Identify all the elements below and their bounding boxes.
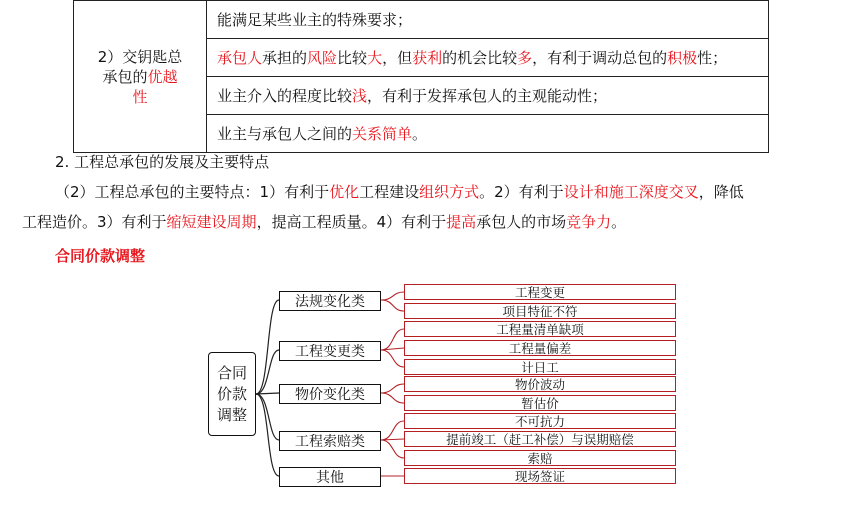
- highlight-text: 提高: [446, 213, 477, 231]
- category-other: 其他: [279, 467, 381, 487]
- text-run: ，有利于发挥承包人的主观能动性；: [367, 86, 608, 105]
- leaf-claim: 索赔: [404, 450, 676, 466]
- text-run: 性；: [697, 48, 728, 67]
- text-run: ，降低: [698, 183, 744, 201]
- diagram-root: [208, 352, 256, 436]
- text-run: （2）工程总承包的主要特点：1）有利于: [55, 183, 330, 201]
- leaf-bill-omission: 工程量清单缺项: [404, 321, 676, 337]
- leaf-price-fluctuation: 物价波动: [404, 376, 676, 392]
- leaf-engineering-change: 工程变更: [404, 284, 676, 300]
- leaf-provisional-price: 暂估价: [404, 395, 676, 411]
- highlight-text: 关系简单: [352, 124, 413, 143]
- highlight-text: 浅: [352, 86, 368, 105]
- category-price: 物价变化类: [279, 384, 381, 404]
- left-label-line1: 2）交钥匙总: [97, 47, 183, 66]
- root-line-3: 调整: [216, 406, 247, 424]
- text-run: 比较: [337, 48, 368, 67]
- highlight-text: 缩短建设周期: [166, 213, 257, 231]
- left-label-line3: 性: [132, 87, 148, 106]
- leaf-quantity-deviation: 工程量偏差: [404, 340, 676, 356]
- leaf-site-visa: 现场签证: [404, 468, 676, 484]
- text-run: 承担的: [262, 48, 308, 67]
- text-run: 工程造价。3）有利于: [22, 213, 167, 231]
- left-label-line2: 承包的: [102, 67, 148, 86]
- highlight-text: 风险: [307, 48, 338, 67]
- highlight-text: 多: [517, 48, 533, 67]
- highlight-text: 承包人: [217, 48, 263, 67]
- highlight-text: 获利: [412, 48, 443, 67]
- left-label-highlight: 优越: [147, 67, 178, 86]
- leaf-feature-mismatch: 项目特征不符: [404, 303, 676, 319]
- text-run: 业主介入的程度比较: [217, 86, 353, 105]
- text-run: 业主与承包人之间的: [217, 124, 353, 143]
- leaf-early-completion: 提前竣工（赶工补偿）与误期赔偿: [404, 431, 676, 447]
- category-change: 工程变更类: [279, 341, 381, 361]
- highlight-text: 竞争力: [566, 213, 612, 231]
- highlight-text: 组织方式: [419, 183, 480, 201]
- highlight-text: 积极: [667, 48, 698, 67]
- leaf-daywork: 计日工: [404, 359, 676, 375]
- category-regulation: 法规变化类: [279, 291, 381, 311]
- category-claim: 工程索赔类: [279, 431, 381, 451]
- text-run: 。: [412, 124, 428, 143]
- leaf-force-majeure: 不可抗力: [404, 413, 676, 429]
- highlight-text: 优化: [329, 183, 360, 201]
- text-run: 。2）有利于: [479, 183, 564, 201]
- text-run: ，有利于调动总包的: [532, 48, 668, 67]
- red-heading: 合同价款调整: [55, 247, 146, 265]
- highlight-text: 设计和施工深度交叉: [563, 183, 699, 201]
- section-heading: 2. 工程总承包的发展及主要特点: [55, 153, 270, 171]
- highlight-text: 大: [367, 48, 383, 67]
- text-run: ，提高工程质量。4）有利于: [256, 213, 447, 231]
- root-line-2: 价款: [216, 385, 247, 403]
- text-run: 的机会比较: [442, 48, 518, 67]
- text-run: ，但: [382, 48, 413, 67]
- root-line-1: 合同: [216, 364, 247, 382]
- text-run: 能满足某些业主的特殊要求；: [217, 10, 413, 29]
- text-run: 工程建设: [359, 183, 420, 201]
- text-run: 承包人的市场: [476, 213, 567, 231]
- text-run: 。: [611, 213, 627, 231]
